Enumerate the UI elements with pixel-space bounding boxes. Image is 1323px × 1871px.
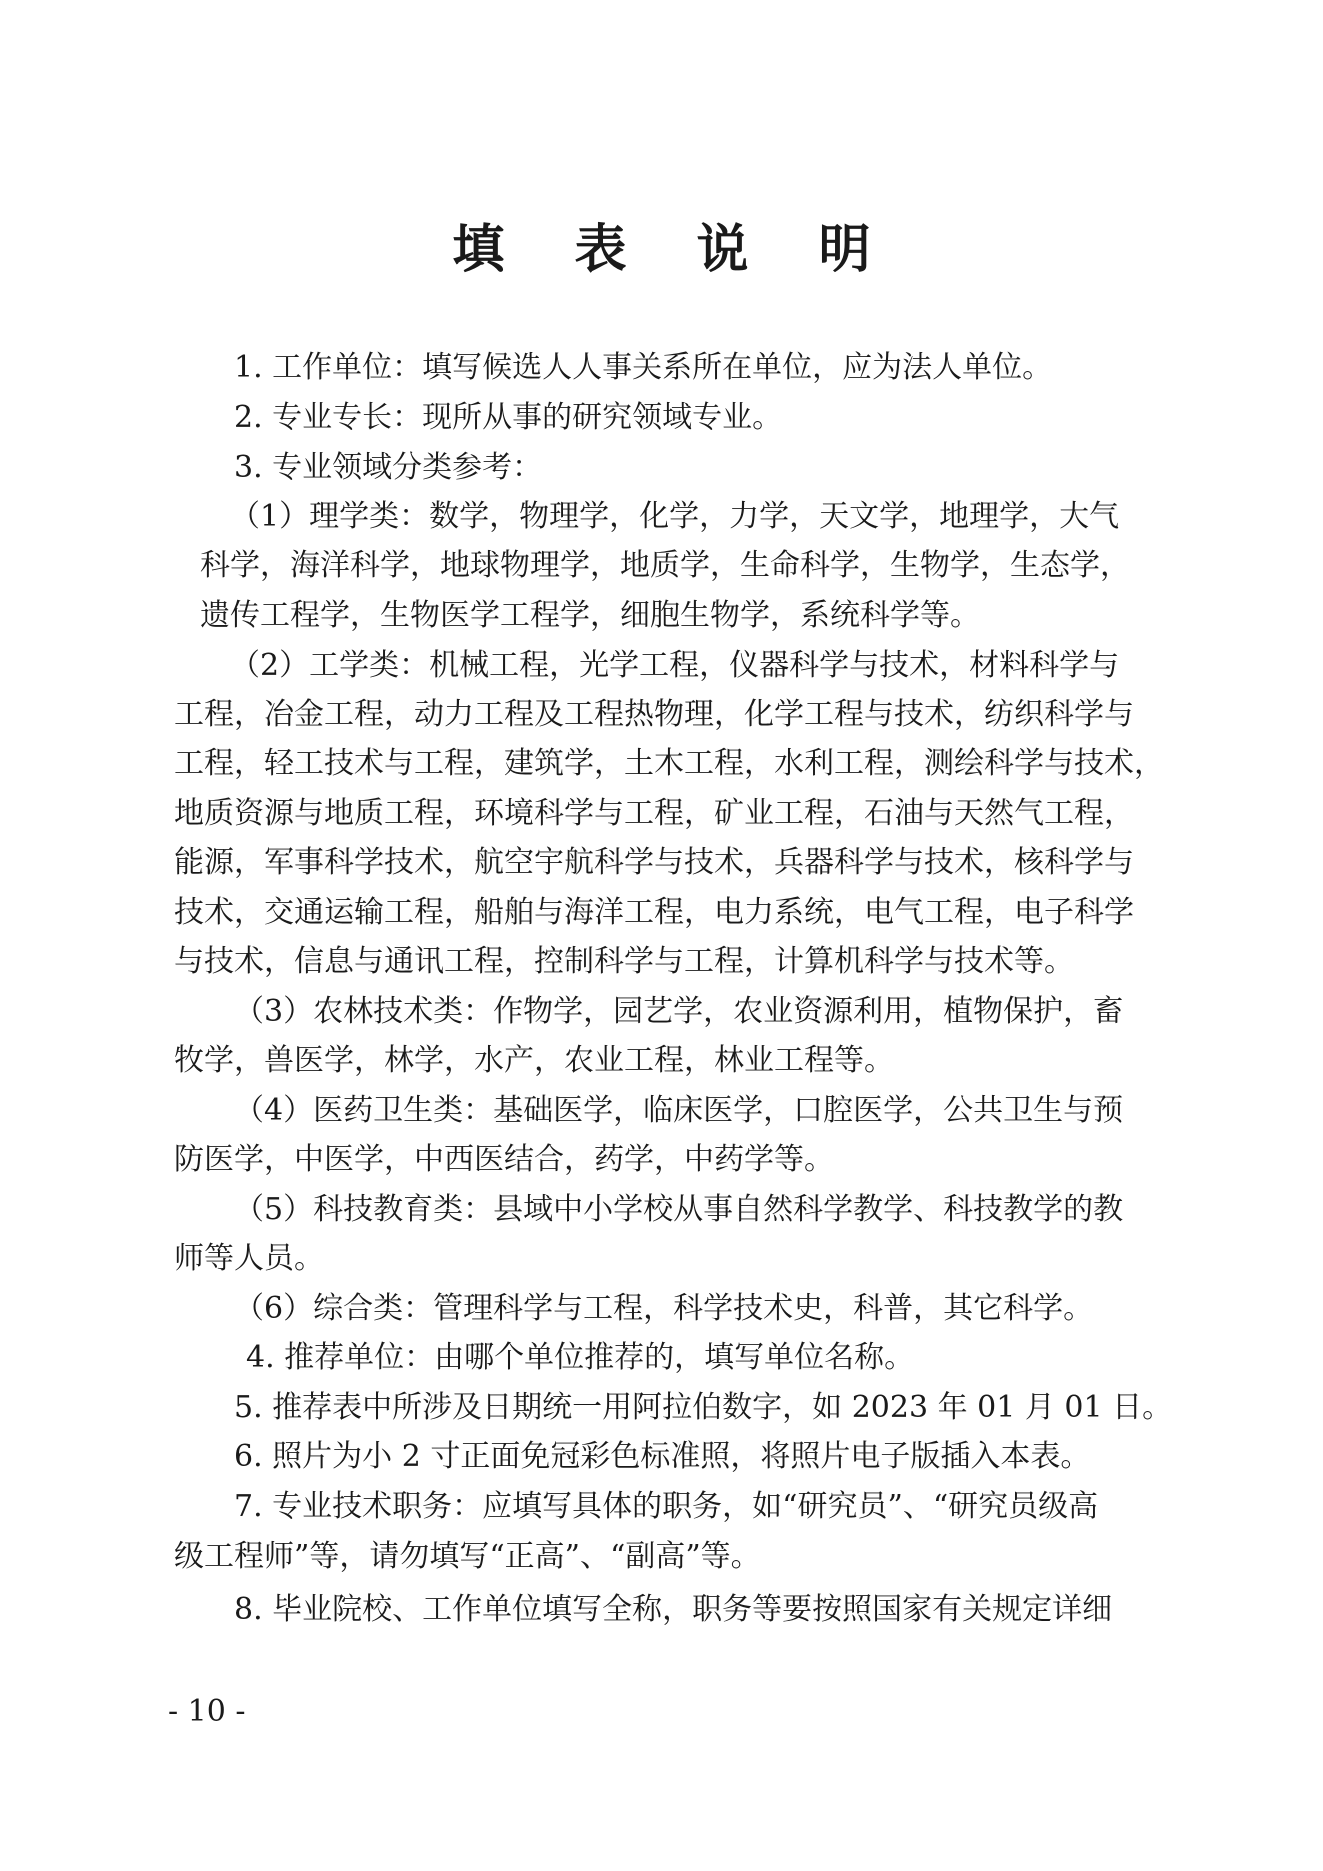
body-line: （3）农林技术类：作物学，园艺学，农业资源利用，植物保护，畜 [234, 994, 1124, 1029]
body-line: 级工程师”等，请勿填写“正高”、“副高”等。 [174, 1539, 761, 1574]
body-line: 遗传工程学，生物医学工程学，细胞生物学，系统科学等。 [200, 598, 980, 633]
body-line: 牧学，兽医学，林学，水产，农业工程，林业工程等。 [174, 1043, 894, 1078]
body-line: 师等人员。 [174, 1241, 324, 1276]
body-line: （1）理学类：数学，物理学，化学，力学，天文学，地理学，大气 [230, 499, 1120, 534]
body-line: （6）综合类：管理科学与工程，科学技术史，科普，其它科学。 [234, 1291, 1094, 1326]
body-line: 防医学，中医学，中西医结合，药学，中药学等。 [174, 1142, 834, 1177]
body-line: 4. 推荐单位：由哪个单位推荐的，填写单位名称。 [246, 1340, 915, 1375]
body-line: 6. 照片为小 2 寸正面免冠彩色标准照，将照片电子版插入本表。 [234, 1439, 1091, 1474]
body-line: 与技术，信息与通讯工程，控制科学与工程，计算机科学与技术等。 [174, 944, 1074, 979]
body-line: 工程，轻工技术与工程，建筑学，土木工程，水利工程，测绘科学与技术， [174, 746, 1164, 781]
body-line: 工程，冶金工程，动力工程及工程热物理，化学工程与技术，纺织科学与 [174, 697, 1134, 732]
body-line: 7. 专业技术职务：应填写具体的职务，如“研究员”、“研究员级高 [234, 1489, 1099, 1524]
body-line: （2）工学类：机械工程，光学工程，仪器科学与技术，材料科学与 [230, 648, 1120, 683]
body-line: 3. 专业领域分类参考： [234, 450, 543, 485]
document-title: 填 表 说 明 [452, 219, 897, 280]
body-line: 5. 推荐表中所涉及日期统一用阿拉伯数字，如 2023 年 01 月 01 日。 [234, 1390, 1173, 1425]
body-line: 8. 毕业院校、工作单位填写全称，职务等要按照国家有关规定详细 [234, 1592, 1113, 1627]
body-line: 2. 专业专长：现所从事的研究领域专业。 [234, 400, 783, 435]
page-number: - 10 - [168, 1694, 246, 1729]
body-line: 科学，海洋科学，地球物理学，地质学，生命科学，生物学，生态学， [200, 548, 1130, 583]
body-line: 1. 工作单位：填写候选人人事关系所在单位，应为法人单位。 [234, 350, 1053, 385]
body-line: 能源，军事科学技术，航空宇航科学与技术，兵器科学与技术，核科学与 [174, 845, 1134, 880]
body-line: 技术，交通运输工程，船舶与海洋工程，电力系统，电气工程，电子科学 [174, 895, 1134, 930]
body-line: （5）科技教育类：县域中小学校从事自然科学教学、科技教学的教 [234, 1192, 1124, 1227]
body-line: 地质资源与地质工程，环境科学与工程，矿业工程，石油与天然气工程， [174, 796, 1134, 831]
body-line: （4）医药卫生类：基础医学，临床医学，口腔医学，公共卫生与预 [234, 1093, 1124, 1128]
